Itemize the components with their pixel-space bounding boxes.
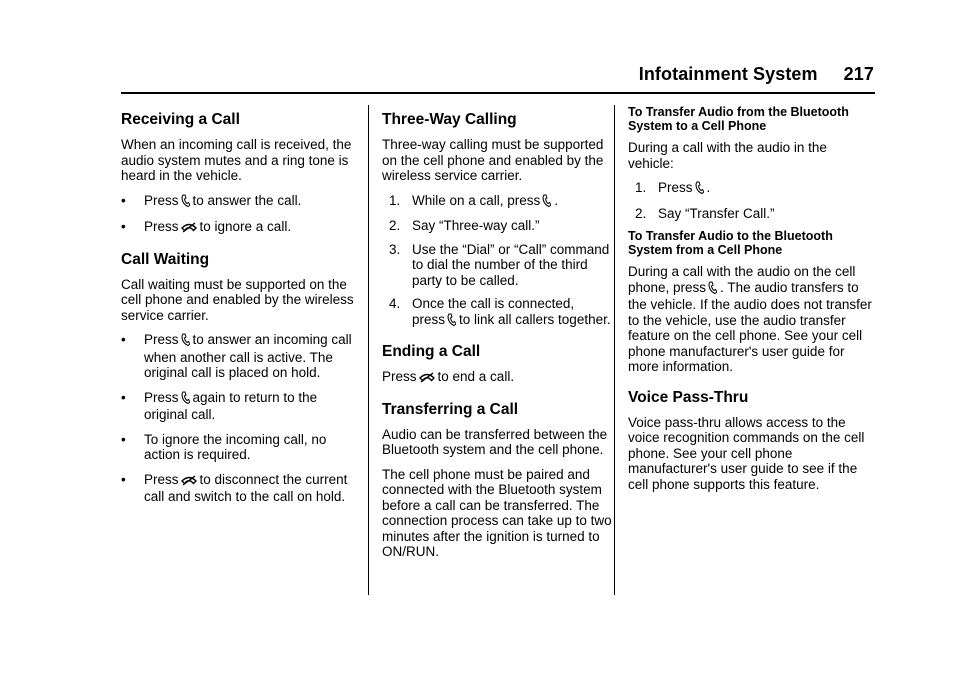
- paragraph: The cell phone must be paired and connected with the Bluetooth system before a call can be transferred. The connection process can take up to two minutes after the ignition is turned to ON/RUN.: [382, 466, 612, 559]
- column-left: [121, 105, 359, 514]
- push-to-talk-icon: [695, 181, 704, 198]
- heading-transferring-a-call: Transferring a Call: [382, 400, 519, 418]
- bullet-item: • Press to disconnect the current call and switch to the call on hold.: [121, 471, 348, 504]
- heading-voice-pass-thru: Voice Pass-Thru: [628, 388, 749, 406]
- step-item: 1. While on a call, press .: [382, 193, 620, 211]
- header-rule: [121, 92, 875, 94]
- bullet: •: [121, 389, 126, 405]
- paragraph: Press to end a call.: [382, 369, 620, 387]
- step-item: 2. Say “Three-way call.”: [389, 218, 540, 233]
- step-item: 2. Say “Transfer Call.”: [635, 205, 775, 221]
- end-call-icon: [419, 371, 435, 387]
- bullet: •: [121, 219, 126, 234]
- push-to-talk-icon: [181, 391, 190, 408]
- subheading-transfer-to-phone: To Transfer Audio from the Bluetooth System to a Cell Phone: [628, 105, 849, 133]
- page-number: 217: [843, 64, 874, 84]
- bullet-item: • Press to answer the call.: [121, 193, 359, 211]
- step-item: 1. Press .: [628, 180, 876, 198]
- push-to-talk-icon: [447, 313, 456, 330]
- bullet-item: • Press again to return to the original call.: [121, 389, 318, 422]
- paragraph: When an incoming call is received, the audio system mutes and a ring tone is heard in the vehicle.: [121, 137, 352, 183]
- paragraph: Audio can be transferred between the Bluetooth system and the cell phone.: [382, 426, 608, 457]
- push-to-talk-icon: [542, 194, 551, 211]
- bullet-item: • To ignore the incoming call, no action is required.: [121, 431, 327, 462]
- paragraph: Call waiting must be supported on the cell phone and enabled by the wireless service carrier.: [121, 276, 354, 323]
- page-header: [639, 64, 874, 85]
- heading-receiving-a-call: Receiving a Call: [121, 111, 240, 128]
- heading-call-waiting: Call Waiting: [121, 250, 210, 268]
- end-call-icon: [181, 474, 197, 490]
- column-middle: [382, 105, 620, 569]
- push-to-talk-icon: [181, 194, 190, 211]
- bullet: •: [121, 431, 126, 447]
- step-item: 4. Once the call is connected, press to link all callers together.: [382, 296, 620, 329]
- heading-three-way-calling: Three-Way Calling: [382, 111, 517, 128]
- bullet: •: [121, 192, 126, 208]
- bullet-item: • Press to ignore a call.: [121, 219, 359, 237]
- column-divider: [368, 105, 369, 595]
- section-title: Infotainment System: [638, 64, 818, 84]
- paragraph: Voice pass-thru allows access to the voice recognition commands on the cell phone. See your cell phone manufacturer's user guide to see if the cell phone supports this feature.: [628, 414, 865, 492]
- paragraph: Three-way calling must be supported on the cell phone and enabled by the wireless service carrier.: [382, 137, 604, 183]
- bullet: •: [121, 471, 126, 487]
- bullet: •: [121, 332, 126, 347]
- paragraph: During a call with the audio on the cell phone, press . The audio transfers to the vehicle. If the audio does not transfer to the vehicle, use the audio transfer feature on the cell phone. See your cell phone manufacturer's user guide for more information.: [628, 264, 872, 374]
- paragraph: During a call with the audio in the vehicle:: [628, 140, 827, 171]
- column-right: [628, 105, 876, 501]
- push-to-talk-icon: [181, 333, 190, 350]
- push-to-talk-icon: [708, 281, 717, 298]
- bullet-item: • Press to answer an incoming call when another call is active. The original call is placed on hold.: [121, 332, 352, 380]
- subheading-transfer-to-bluetooth: To Transfer Audio to the Bluetooth System from a Cell Phone: [628, 229, 833, 257]
- heading-ending-a-call: Ending a Call: [382, 343, 481, 360]
- end-call-icon: [181, 221, 197, 237]
- step-item: 3. Use the “Dial” or “Call” command to dial the number of the third party to be called.: [389, 241, 610, 288]
